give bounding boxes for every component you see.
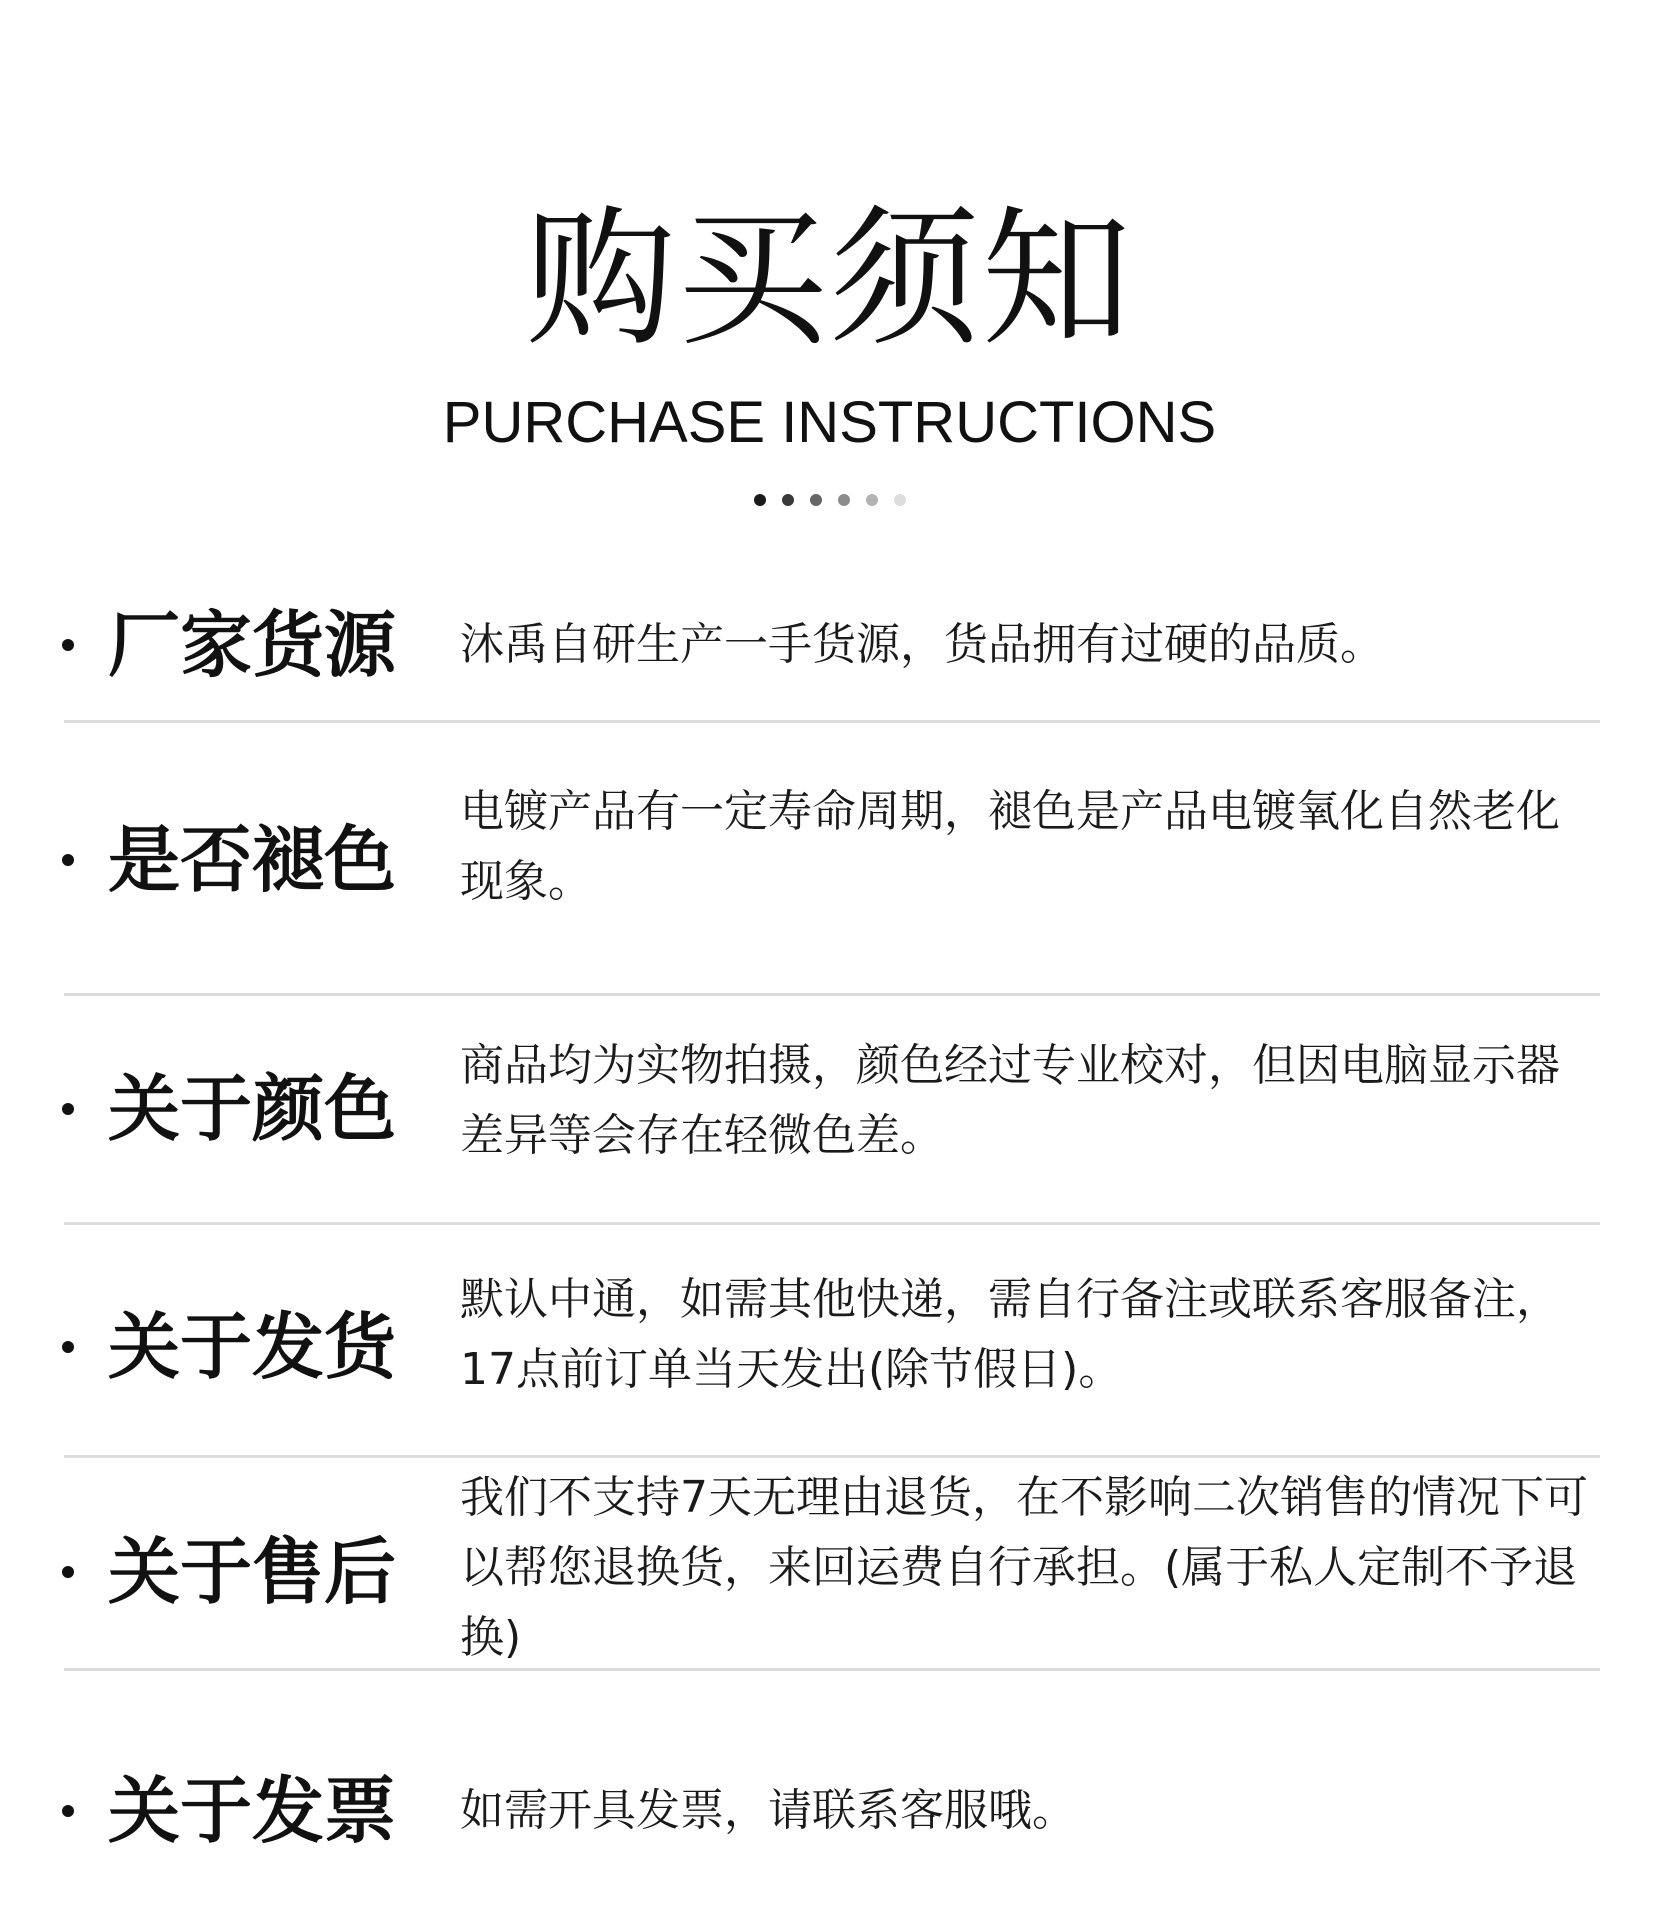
page-title: 购买须知 [525,193,1134,367]
instruction-text: 我们不支持7天无理由退货，在不影响二次销售的情况下可以帮您退换货，来回运费自行承担。(属于私人定制不予退换) [460,1472,1588,1663]
bullet-icon [62,1341,74,1353]
instruction-text: 默认中通，如需其他快递，需自行备注或联系客服备注，17点前订单当天发出(除节假日)。 [460,1274,1560,1395]
instruction-text: 商品均为实物拍摄，颜色经过专业校对，但因电脑显示器差异等会存在轻微色差。 [460,1040,1560,1161]
instruction-row [0,1458,1659,1668]
bullet-icon [62,854,74,866]
bullet-icon [62,639,74,651]
dot-icon [754,494,766,506]
bullet-icon [62,1566,74,1578]
instruction-row [0,1225,1659,1455]
instruction-title: 关于发票 [108,1769,397,1853]
instruction-title: 厂家货源 [108,603,397,687]
instruction-text: 如需开具发票，请联系客服哦。 [460,1785,1076,1836]
header [0,0,1659,540]
instruction-title: 关于发货 [108,1305,397,1389]
dot-icon [782,494,794,506]
dot-icon [810,494,822,506]
dot-icon [894,494,906,506]
instruction-title: 关于颜色 [108,1067,397,1151]
dot-icon [838,494,850,506]
instruction-row [0,570,1659,720]
instruction-row [0,723,1659,993]
bullet-icon [62,1103,74,1115]
bullet-icon [62,1805,74,1817]
dot-icon [866,494,878,506]
instruction-row [0,1671,1659,1911]
decorative-dots [0,494,1659,506]
instruction-title: 是否褪色 [108,818,397,902]
instruction-row [0,996,1659,1222]
instruction-text: 沐禹自研生产一手货源，货品拥有过硬的品质。 [460,619,1384,670]
instruction-title: 关于售后 [108,1530,397,1614]
page-subtitle: PURCHASE INSTRUCTIONS [442,390,1217,455]
instruction-text: 电镀产品有一定寿命周期，褪色是产品电镀氧化自然老化现象。 [460,786,1560,907]
